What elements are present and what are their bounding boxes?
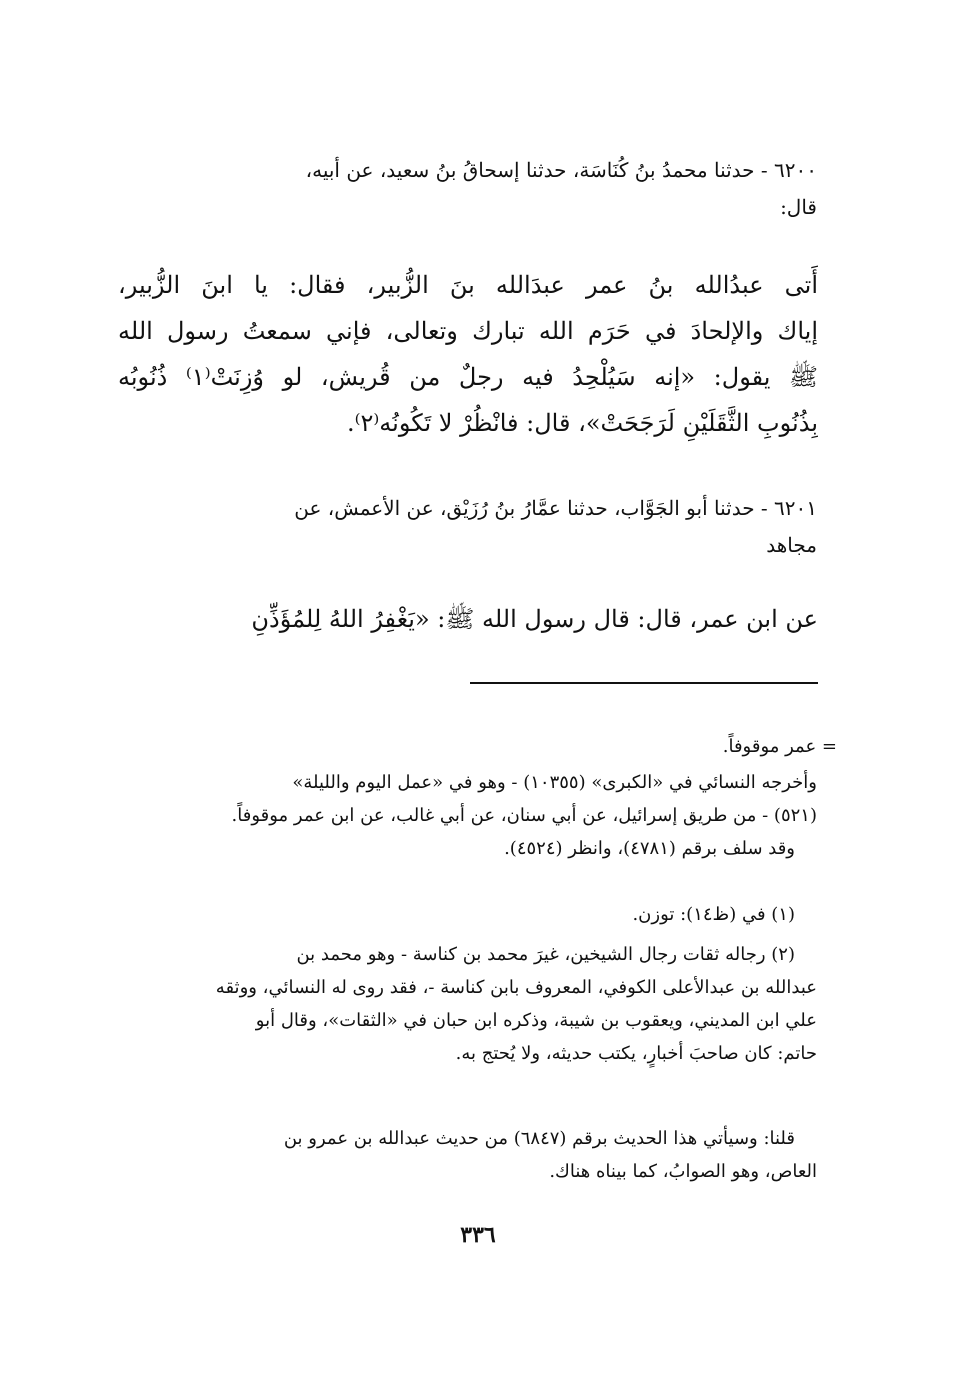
footnote-line: (٢) رجاله ثقات رجال الشيخين، غيرَ محمد بن كناسة - وهو محمد بن [296,944,795,965]
footnote-line: وأخرجه النسائي في «الكبرى» (١٠٣٥٥) - وهو في «عمل اليوم والليلة» [292,772,817,793]
footnote-separator [470,682,818,684]
page-number: ٣٣٦ [460,1222,496,1248]
isnad-line: مجاهد [766,533,817,557]
footnote-2 [125,938,817,1070]
matn-line: بِذُنُوبِ الثَّقَلَيْنِ لَرَجَحَتْ»، قال: فانْظُرْ لا تَكُونُه⁽٢⁾. [346,409,818,437]
footnote-line: وقد سلف برقم (٤٧٨١)، وانظر (٤٥٢٤). [504,838,795,859]
footnote-line: حاتم: كان صاحبَ أخبارٍ، يكتب حديثه، ولا يُحتج به. [455,1043,817,1064]
footnote-line: (٥٢١) - من طريق إسرائيل، عن أبي سنان، عن أبي غالب، عن ابن عمر موقوفاً. [231,805,817,826]
matn-line: عن ابن عمر، قال: قال رسول الله ﷺ: «يَغْفِرُ اللهُ لِلمُؤَذِّنِ [251,605,818,633]
footnote-line: عبدالله بن عبدالأعلى الكوفي، المعروف بابن كناسة -، فقد روى له النسائي، ووثقه [215,977,817,998]
isnad-line: ٦٢٠١ - حدثنا أبو الجَوَّاب، حدثنا عمَّارُ بنُ رُزَيْق، عن الأعمش، عن [294,496,817,520]
isnad-line: قال: [780,195,817,219]
footnote-line: = عمر موقوفاً. [722,736,837,757]
hadith-6200-isnad [125,152,817,226]
footnote-line: (١) في (ظ١٤): توزن. [632,904,795,925]
matn-line: أَتى عبدُالله بنُ عمر عبدَالله بنَ الزُّبير، فقال: يا ابنَ الزُّبير، [118,271,818,299]
footnote-qulna [125,1122,817,1188]
footnote-line: العاص، وهو الصوابُ، كما بيناه هناك. [549,1161,817,1182]
isnad-line: ٦٢٠٠ - حدثنا محمدُ بنُ كُنَاسَة، حدثنا إسحاقُ بنُ سعيد، عن أبيه، [305,158,817,182]
hadith-6200-matn [118,262,818,446]
matn-line: إياك والإلحادَ في حَرَم الله تبارك وتعالى، فإني سمعتُ رسول الله [118,317,818,345]
hadith-6201-isnad [125,490,817,564]
footnote-1 [125,898,817,931]
footnote-line: قلنا: وسيأتي هذا الحديث برقم (٦٨٤٧) من حديث عبدالله بن عمرو بن [283,1128,795,1149]
matn-line: ﷺ يقول: «إنه سَيُلْحِدُ فيه رجلٌ من قُريش، لو وُزِنَتْ⁽١⁾ ذُنُوبُه [118,363,818,391]
hadith-6201-matn [118,596,818,642]
footnote-line: علي ابن المديني، ويعقوب بن شيبة، وذكره ابن حبان في «الثقات»، وقال أبو [255,1010,817,1031]
footnote-takhrij [125,766,817,865]
footnote-continuation [125,730,837,763]
